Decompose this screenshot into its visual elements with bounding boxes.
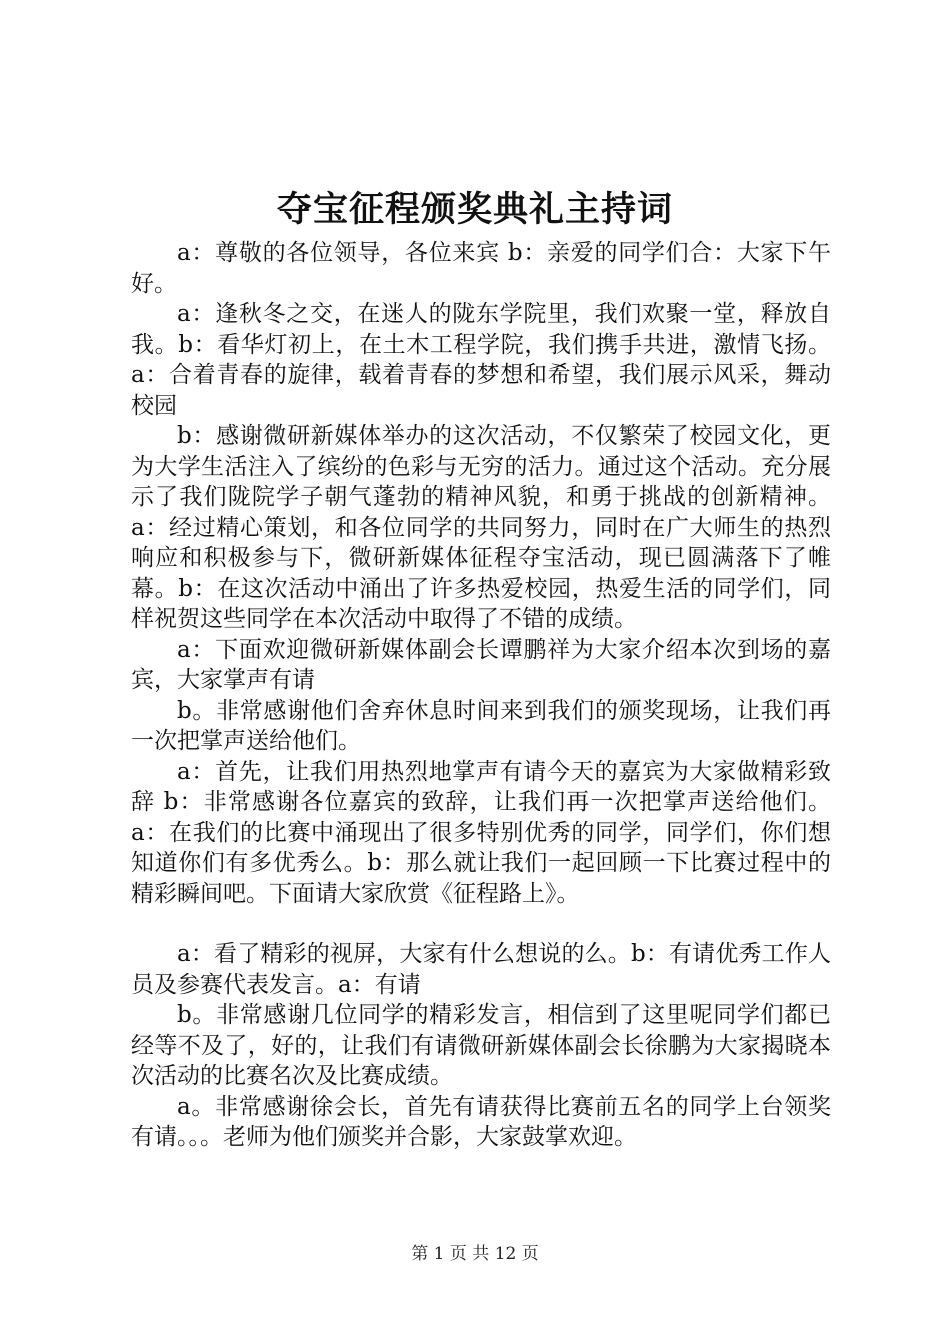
paragraph-2: a：逢秋冬之交，在迷人的陇东学院里，我们欢聚一堂，释放自我。b：看华灯初上，在土木工程学院，我们携手共进，激情飞扬。a：合着青春的旋律，载着青春的梦想和希望，我们展示风采，舞动校园 <box>131 301 831 419</box>
paragraph-6: a：首先，让我们用热烈地掌声有请今天的嘉宾为大家做精彩致辞 b：非常感谢各位嘉宾的致辞，让我们再一次把掌声送给他们。a：在我们的比赛中涌现出了很多特别优秀的同学，同学们，你们想知道你们有多优秀么。b：那么就让我们一起回顾一下比赛过程中的精彩瞬间吧。下面请大家欣赏《征程路上》。 <box>131 758 831 907</box>
paragraph-7: a：看了精彩的视屏，大家有什么想说的么。b：有请优秀工作人员及参赛代表发言。a：有请 <box>131 941 831 998</box>
paragraph-8: b。非常感谢几位同学的精彩发言，相信到了这里呢同学们都已经等不及了，好的，让我们有请微研新媒体副会长徐鹏为大家揭晓本次活动的比赛名次及比赛成绩。 <box>131 1002 831 1089</box>
paragraph-4: a：下面欢迎微研新媒体副会长谭鹏祥为大家介绍本次到场的嘉宾，大家掌声有请 <box>131 636 831 693</box>
document-body <box>131 238 831 1153</box>
paragraph-5: b。非常感谢他们舍弃休息时间来到我们的颁奖现场，让我们再一次把掌声送给他们。 <box>131 697 831 754</box>
paragraph-1: a：尊敬的各位领导，各位来宾 b：亲爱的同学们合：大家下午好。 <box>131 240 831 297</box>
paragraph-9: a。非常感谢徐会长，首先有请获得比赛前五名的同学上台领奖有请。。。老师为他们颁奖并合影，大家鼓掌欢迎。 <box>131 1093 831 1150</box>
document-title: 夺宝征程颁奖典礼主持词 <box>276 189 673 230</box>
page-number-footer: 第 1 页 共 12 页 <box>411 1244 539 1264</box>
paragraph-3: b：感谢微研新媒体举办的这次活动，不仅繁荣了校园文化，更为大学生活注入了缤纷的色彩与无穷的活力。通过这个活动。充分展示了我们陇院学子朝气蓬勃的精神风貌，和勇于挑战的创新精神。a：经过精心策划，和各位同学的共同努力，同时在广大师生的热烈响应和积极参与下，微研新媒体征程夺宝活动，现已圆满落下了帷幕。b：在这次活动中涌出了许多热爱校园，热爱生活的同学们，同样祝贺这些同学在本次活动中取得了不错的成绩。 <box>131 423 831 632</box>
